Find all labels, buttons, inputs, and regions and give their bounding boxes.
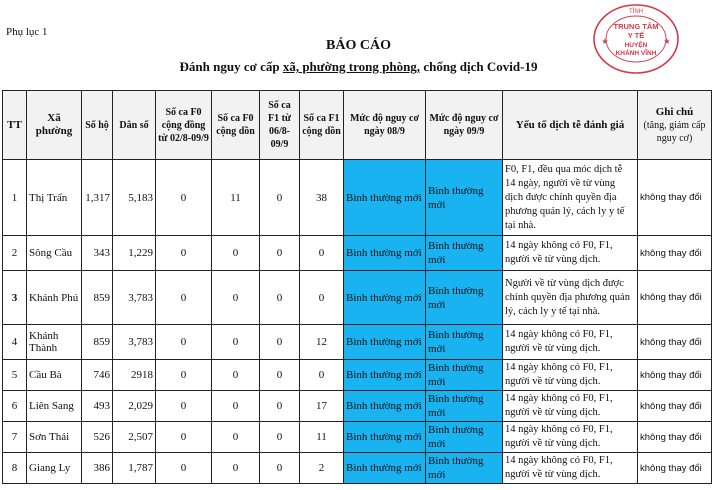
header-note [638, 91, 712, 160]
cell-commune: Sông Cầu [27, 236, 82, 271]
cell-note: không thay đổi [638, 422, 712, 453]
header-risk-0909: Mức độ nguy cơ ngày 09/9 [426, 91, 503, 160]
cell-risk-0909: Bình thường mới [426, 271, 503, 325]
cell-f0-period: 0 [156, 271, 212, 325]
table-row [3, 422, 712, 453]
cell-tt: 6 [3, 391, 27, 422]
cell-note: không thay đổi [638, 325, 712, 360]
cell-population: 5,183 [113, 160, 156, 236]
cell-f1-period: 0 [260, 160, 300, 236]
cell-tt: 7 [3, 422, 27, 453]
seal-line-3: HUYỆN [624, 42, 648, 49]
cell-factors: 14 ngày không có F0, F1, người về từ vùng dịch. [503, 360, 638, 391]
cell-note: không thay đổi [638, 160, 712, 236]
cell-f1-total: 17 [300, 391, 344, 422]
cell-households: 746 [82, 360, 113, 391]
cell-note: không thay đổi [638, 391, 712, 422]
cell-f0-total: 0 [212, 271, 260, 325]
cell-f0-total: 0 [212, 236, 260, 271]
cell-f0-period: 0 [156, 325, 212, 360]
cell-f1-total: 11 [300, 422, 344, 453]
cell-population: 1,229 [113, 236, 156, 271]
cell-f0-total: 0 [212, 391, 260, 422]
cell-f0-period: 0 [156, 360, 212, 391]
cell-population: 2918 [113, 360, 156, 391]
cell-commune: Thị Trấn [27, 160, 82, 236]
cell-f1-period: 0 [260, 453, 300, 484]
cell-note: không thay đổi [638, 453, 712, 484]
cell-f1-total: 0 [300, 271, 344, 325]
cell-risk-0909: Bình thường mới [426, 422, 503, 453]
header-f0-period: Số ca F0 cộng đồng từ 02/8-09/9 [156, 91, 212, 160]
cell-tt: 8 [3, 453, 27, 484]
header-note-title: Ghi chú [655, 105, 694, 118]
cell-risk-0909: Bình thường mới [426, 453, 503, 484]
cell-commune: Khánh Thành [27, 325, 82, 360]
cell-tt: 2 [3, 236, 27, 271]
cell-risk-0809: Bình thường mới [344, 453, 426, 484]
cell-households: 526 [82, 422, 113, 453]
appendix-label: Phụ lục 1 [6, 26, 48, 38]
cell-population: 2,507 [113, 422, 156, 453]
table-row [3, 325, 712, 360]
subtitle-pre: Đánh nguy cơ cấp [179, 59, 283, 74]
seal-line-2: Y TẾ [627, 31, 645, 40]
cell-risk-0909: Bình thường mới [426, 391, 503, 422]
cell-population: 3,783 [113, 325, 156, 360]
table-row [3, 271, 712, 325]
cell-f1-total: 12 [300, 325, 344, 360]
cell-risk-0809: Bình thường mới [344, 160, 426, 236]
cell-commune: Giang Ly [27, 453, 82, 484]
cell-f1-period: 0 [260, 325, 300, 360]
report-title: BÁO CÁO [326, 38, 391, 53]
header-note-sub: (tăng, giảm cấp nguy cơ) [643, 119, 706, 144]
header-f0-total: Số ca F0 cộng dồn [212, 91, 260, 160]
cell-risk-0909: Bình thường mới [426, 325, 503, 360]
cell-f1-period: 0 [260, 422, 300, 453]
cell-tt: 4 [3, 325, 27, 360]
cell-population: 3,783 [113, 271, 156, 325]
table-row [3, 236, 712, 271]
table-row [3, 160, 712, 236]
cell-f0-total: 0 [212, 325, 260, 360]
cell-factors: Người về từ vùng dịch được chính quyền địa phương quản lý, cách ly y tế tại nhà. [503, 271, 638, 325]
report-subtitle [0, 59, 717, 75]
cell-factors: F0, F1, đều qua móc dịch tễ 14 ngày, người về từ vùng dịch được chính quyền địa phương quản lý, cách ly y tế tại nhà. [503, 160, 638, 236]
table-row [3, 453, 712, 484]
cell-households: 859 [82, 325, 113, 360]
cell-f1-total: 38 [300, 160, 344, 236]
cell-risk-0809: Bình thường mới [344, 325, 426, 360]
cell-f1-period: 0 [260, 391, 300, 422]
svg-text:★: ★ [601, 37, 609, 46]
header-f1-period: Số ca F1 từ 06/8-09/9 [260, 91, 300, 160]
subtitle-post: chống dịch Covid-19 [420, 59, 538, 74]
cell-commune: Cầu Bà [27, 360, 82, 391]
cell-risk-0809: Bình thường mới [344, 236, 426, 271]
cell-f0-total: 0 [212, 360, 260, 391]
cell-households: 343 [82, 236, 113, 271]
cell-f0-period: 0 [156, 160, 212, 236]
cell-factors: 14 ngày không có F0, F1, người về từ vùng dịch. [503, 453, 638, 484]
cell-risk-0809: Bình thường mới [344, 422, 426, 453]
cell-commune: Khánh Phú [27, 271, 82, 325]
cell-f1-period: 0 [260, 236, 300, 271]
cell-risk-0909: Bình thường mới [426, 160, 503, 236]
risk-assessment-table [2, 90, 712, 484]
seal-line-4: KHÁNH VĨNH [615, 50, 657, 57]
table-row [3, 360, 712, 391]
cell-households: 1,317 [82, 160, 113, 236]
cell-tt: 3 [3, 271, 27, 325]
cell-f1-total: 0 [300, 360, 344, 391]
header-f1-total: Số ca F1 cộng dồn [300, 91, 344, 160]
cell-note: không thay đổi [638, 236, 712, 271]
cell-f0-period: 0 [156, 391, 212, 422]
cell-f0-period: 0 [156, 453, 212, 484]
table-row [3, 391, 712, 422]
cell-risk-0809: Bình thường mới [344, 360, 426, 391]
cell-f1-total: 2 [300, 453, 344, 484]
cell-factors: 14 ngày không có F0, F1, người về từ vùng dịch. [503, 325, 638, 360]
cell-factors: 14 ngày không có F0, F1, người về từ vùng dịch. [503, 422, 638, 453]
seal-top-text: TỈNH [629, 9, 643, 15]
svg-text:★: ★ [663, 37, 671, 46]
header-households: Số hộ [82, 91, 113, 160]
seal-line-1: TRUNG TÂM [613, 22, 659, 31]
cell-tt: 1 [3, 160, 27, 236]
cell-tt: 5 [3, 360, 27, 391]
table-header-row [3, 91, 712, 160]
cell-f0-total: 0 [212, 422, 260, 453]
cell-households: 386 [82, 453, 113, 484]
header-population: Dân số [113, 91, 156, 160]
cell-population: 2,029 [113, 391, 156, 422]
cell-households: 493 [82, 391, 113, 422]
cell-population: 1,787 [113, 453, 156, 484]
cell-commune: Sơn Thái [27, 422, 82, 453]
cell-note: không thay đổi [638, 271, 712, 325]
header-factors: Yếu tố dịch tễ đánh giá [503, 91, 638, 160]
subtitle-underlined: xã, phường trong phòng, [282, 59, 421, 74]
header-commune: Xã phường [27, 91, 82, 160]
cell-risk-0909: Bình thường mới [426, 236, 503, 271]
cell-f0-total: 11 [212, 160, 260, 236]
cell-factors: 14 ngày không có F0, F1, người về từ vùng dịch. [503, 391, 638, 422]
header-tt: TT [3, 91, 27, 160]
header-risk-0809: Mức độ nguy cơ ngày 08/9 [344, 91, 426, 160]
cell-f1-total: 0 [300, 236, 344, 271]
cell-f1-period: 0 [260, 360, 300, 391]
cell-factors: 14 ngày không có F0, F1, người về từ vùng dịch. [503, 236, 638, 271]
cell-commune: Liên Sang [27, 391, 82, 422]
cell-f0-period: 0 [156, 422, 212, 453]
cell-households: 859 [82, 271, 113, 325]
cell-f0-total: 0 [212, 453, 260, 484]
cell-risk-0809: Bình thường mới [344, 391, 426, 422]
cell-f0-period: 0 [156, 236, 212, 271]
cell-risk-0909: Bình thường mới [426, 360, 503, 391]
cell-note: không thay đổi [638, 360, 712, 391]
cell-f1-period: 0 [260, 271, 300, 325]
cell-risk-0809: Bình thường mới [344, 271, 426, 325]
